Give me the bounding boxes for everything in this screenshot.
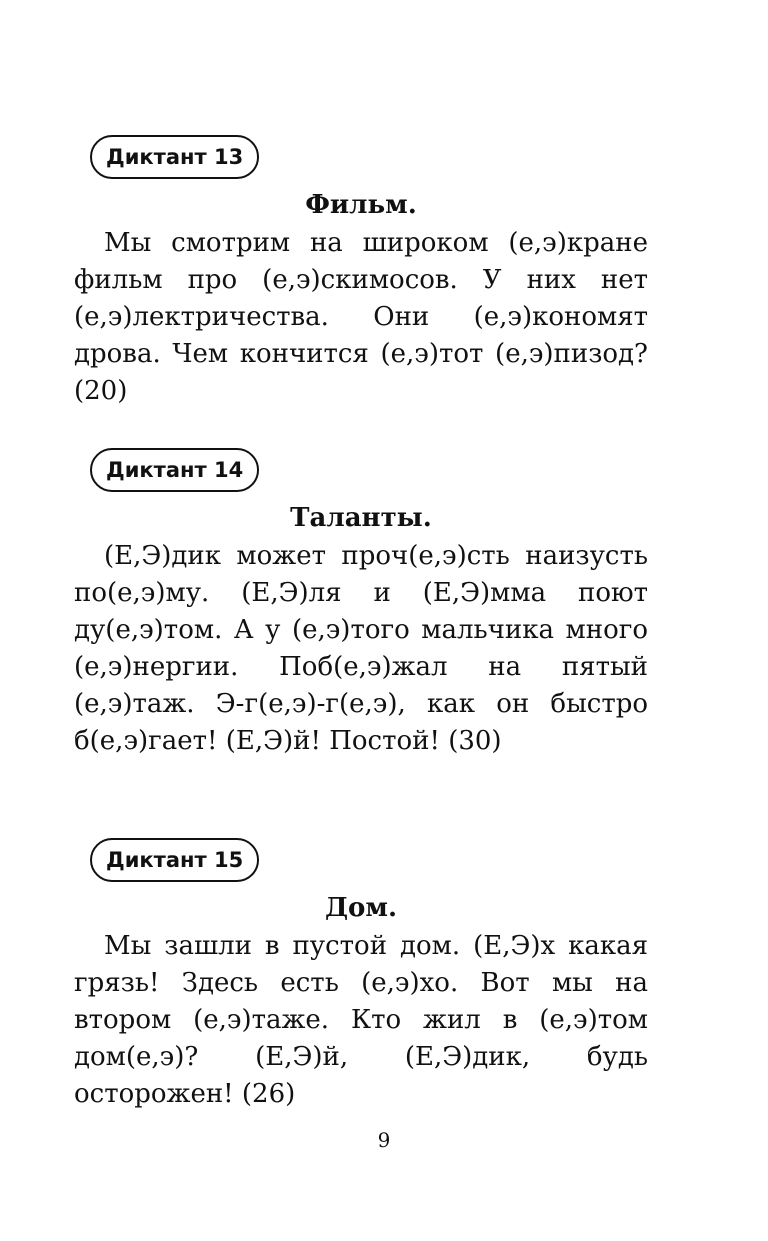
- dictation-text: Мы смотрим на широком (е,э)кране фильм про (е,э)скимосов. У них нет (е,э)лектричества. Они (е,э)кономят дрова. Чем кончится (е,э)тот (е,э)пизод? (20): [74, 228, 648, 406]
- dictation-title: Таланты.: [290, 503, 432, 533]
- dictation-badge: Диктант 15: [90, 838, 259, 882]
- dictation-section-14: [74, 448, 648, 760]
- dictation-badge: Диктант 13: [90, 135, 259, 179]
- page-number: 9: [377, 1128, 391, 1152]
- dictation-badge: Диктант 14: [90, 448, 259, 492]
- dictation-text: (Е,Э)дик может проч(е,э)сть наизусть по(е,э)му. (Е,Э)ля и (Е,Э)мма поют ду(е,э)том. А у (е,э)того мальчика много (е,э)нергии. Поб(е,э)жал на пятый (е,э)таж. Э-г(е,э)-г(е,э), как он быстро б(е,э)гает! (Е,Э)й! Постой! (30): [74, 541, 648, 756]
- dictation-title: Дом.: [324, 893, 398, 923]
- dictation-section-13: [74, 135, 648, 410]
- dictation-title: Фильм.: [305, 190, 417, 220]
- dictation-section-15: [74, 838, 648, 1113]
- dictation-text: Мы зашли в пустой дом. (Е,Э)х какая грязь! Здесь есть (е,э)хо. Вот мы на втором (е,э)таже. Кто жил в (е,э)том дом(е,э)? (Е,Э)й, (Е,Э)дик, будь осторожен! (26): [74, 931, 648, 1109]
